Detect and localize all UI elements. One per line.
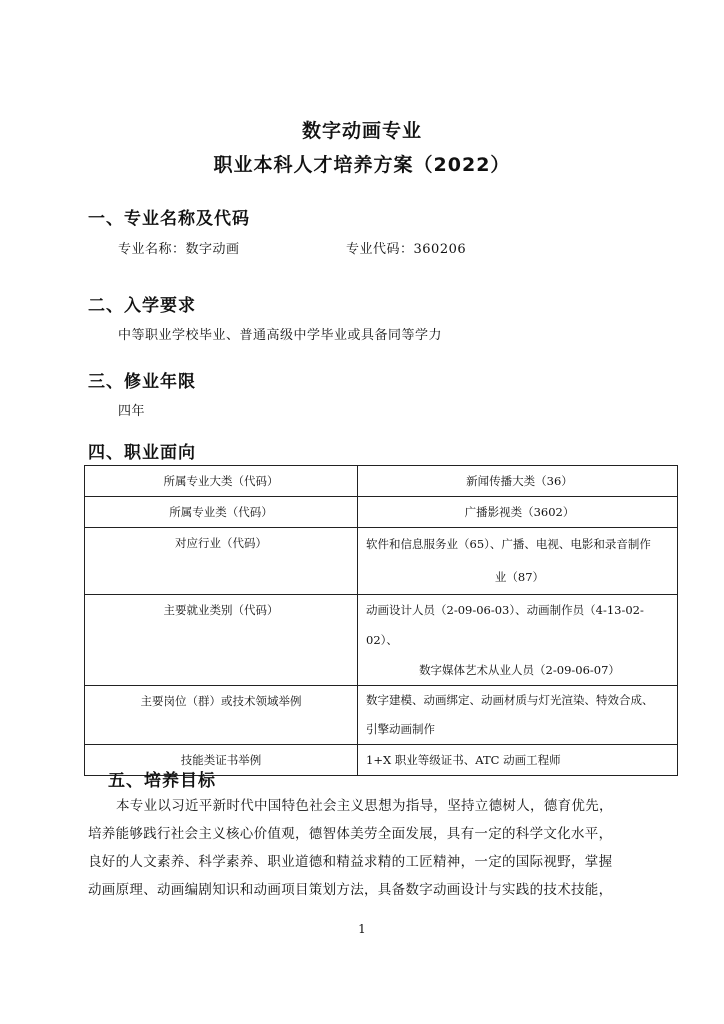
- section-heading-admission: 二、入学要求: [88, 296, 196, 316]
- table-row: [85, 528, 678, 595]
- table-row: [85, 497, 678, 528]
- section-heading-objectives: 五、培养目标: [108, 771, 216, 791]
- row-value-line2: 数字媒体艺术从业人员（2-09-06-07）: [419, 663, 620, 677]
- row-label: 所属专业类（代码）: [169, 505, 273, 519]
- major-code: 专业代码：360206: [346, 242, 467, 257]
- study-duration: 四年: [118, 404, 146, 419]
- section-heading-career: 四、职业面向: [88, 443, 196, 463]
- row-label: 对应行业（代码）: [175, 536, 267, 550]
- row-value-line1: 数字建模、动画绑定、动画材质与灯光渲染、特效合成、: [366, 693, 654, 707]
- row-value-line2: 业（87）: [494, 570, 545, 584]
- row-value-line1: 动画设计人员（2-09-06-03）、动画制作员（4-13-02-02）、: [366, 603, 644, 647]
- document-title-line1: 数字动画专业: [301, 120, 422, 142]
- table-row: [85, 466, 678, 497]
- table-row: [85, 595, 678, 686]
- objectives-paragraph: [88, 792, 636, 904]
- major-name: 专业名称：数字动画: [118, 242, 240, 257]
- section-heading-major: 一、专业名称及代码: [88, 209, 250, 229]
- objectives-line: 动画原理、动画编剧知识和动画项目策划方法，具备数字动画设计与实践的技术技能，: [88, 882, 613, 898]
- table-row: [85, 686, 678, 745]
- row-label: 所属专业大类（代码）: [163, 474, 279, 488]
- row-value-line1: 软件和信息服务业（65）、广播、电视、电影和录音制作: [366, 537, 651, 551]
- row-value: 1+X 职业等级证书、ATC 动画工程师: [366, 753, 561, 767]
- page-number: 1: [358, 922, 366, 936]
- section-heading-duration: 三、修业年限: [88, 372, 196, 392]
- objectives-line: 良好的人文素养、科学素养、职业道德和精益求精的工匠精神，一定的国际视野，掌握: [88, 854, 613, 870]
- objectives-line: 培养能够践行社会主义核心价值观，德智体美劳全面发展，具有一定的科学文化水平，: [88, 826, 613, 842]
- document-title-line2: 职业本科人才培养方案（2022）: [213, 154, 511, 176]
- row-value-line2: 引擎动画制作: [366, 722, 435, 736]
- row-label: 技能类证书举例: [180, 753, 262, 767]
- row-value: 广播影视类（3602）: [464, 505, 575, 519]
- row-value: 新闻传播大类（36）: [466, 474, 573, 488]
- career-table: [84, 465, 678, 776]
- admission-requirement: 中等职业学校毕业、普通高级中学毕业或具备同等学力: [118, 328, 443, 343]
- row-label: 主要就业类别（代码）: [163, 603, 279, 617]
- row-label: 主要岗位（群）或技术领域举例: [140, 694, 302, 708]
- objectives-line: 本专业以习近平新时代中国特色社会主义思想为指导，坚持立德树人，德育优先，: [116, 798, 613, 814]
